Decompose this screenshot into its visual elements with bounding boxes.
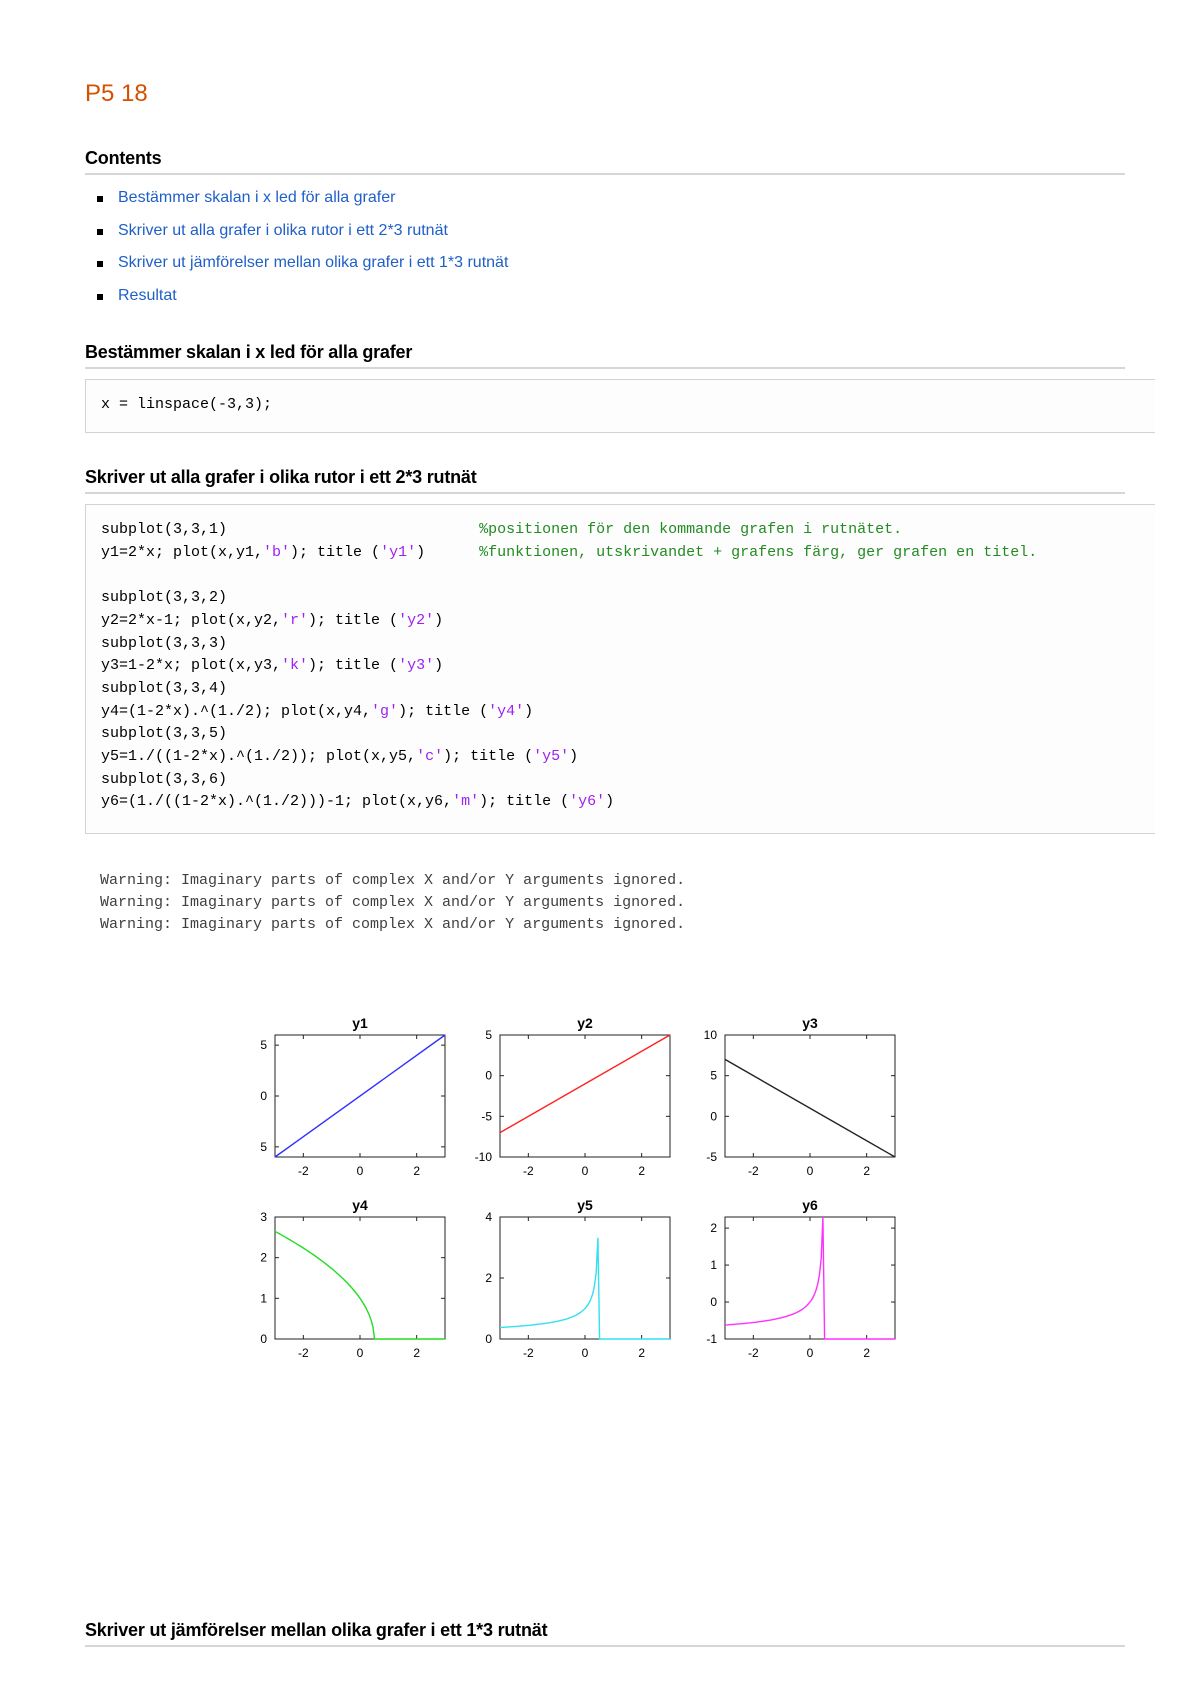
warning-line: Warning: Imaginary parts of complex X and/or Y arguments ignored.	[100, 916, 686, 933]
x-tick-label: 0	[806, 1164, 814, 1178]
y-tick-label: 0	[485, 1332, 492, 1346]
y-tick-label: 10	[703, 1028, 717, 1042]
y-tick-label: 0	[260, 1089, 267, 1103]
x-tick-label: 0	[806, 1346, 814, 1360]
code-string: 'y4'	[488, 702, 525, 720]
code-listing	[101, 519, 1140, 814]
code-string: 'y2'	[398, 611, 435, 629]
y-tick-label: -5	[481, 1109, 492, 1124]
code-line	[101, 519, 1140, 542]
code-text: )	[605, 793, 615, 811]
code-comment: %positionen för den kommande grafen i rutnätet.	[479, 521, 903, 538]
x-tick-label: -2	[522, 1164, 534, 1178]
subplot-y4	[260, 1197, 445, 1360]
code-comment: %funktionen, utskrivandet + grafens färg, ger grafen en titel.	[479, 543, 1038, 561]
code-line	[101, 633, 1140, 656]
code-string: 'g'	[371, 702, 399, 720]
subplot-y1	[260, 1015, 445, 1178]
warning-line: Warning: Imaginary parts of complex X and/or Y arguments ignored.	[100, 894, 686, 911]
x-tick-label: 2	[863, 1346, 871, 1360]
code-block-subplots	[85, 504, 1155, 834]
table-of-contents	[85, 186, 508, 316]
plot-area	[500, 1035, 670, 1157]
y-tick-label: -1	[706, 1332, 717, 1346]
subplot-figure	[225, 1005, 925, 1375]
subplot-title: y3	[802, 1015, 818, 1031]
code-string: 'y5'	[533, 748, 570, 766]
code-string: 'b'	[263, 543, 291, 561]
y-tick-label: 0	[260, 1332, 267, 1346]
code-text: ); title (	[479, 793, 570, 811]
y-tick-label: 1	[710, 1258, 717, 1273]
code-text: subplot(3,3,3)	[101, 634, 228, 652]
code-text: subplot(3,3,6)	[101, 770, 228, 788]
y-tick-label: 4	[485, 1210, 492, 1224]
toc-item	[85, 219, 508, 252]
code-text: )	[434, 657, 444, 675]
code-text: y5=1./((1-2*x).^(1./2)); plot(x,y5,	[101, 748, 417, 766]
x-tick-label: -2	[297, 1346, 309, 1360]
y-tick-label: 0	[710, 1295, 717, 1310]
code-text: )	[434, 611, 444, 629]
x-tick-label: 2	[863, 1164, 871, 1178]
subplot-title: y1	[352, 1015, 368, 1031]
toc-item	[85, 251, 508, 284]
code-text: y4=(1-2*x).^(1./2); plot(x,y4,	[101, 702, 372, 720]
code-line	[101, 723, 1140, 746]
code-string: 'm'	[452, 793, 480, 811]
code-text: )	[416, 543, 426, 561]
code-string: 'k'	[281, 657, 309, 675]
code-text: subplot(3,3,2)	[101, 589, 228, 607]
code-string: 'y6'	[569, 793, 606, 811]
subplot-y5	[485, 1197, 670, 1360]
y-tick-label: 5	[485, 1028, 492, 1042]
code-line	[101, 769, 1140, 792]
code-text: )	[569, 748, 579, 766]
x-tick-label: 0	[356, 1164, 364, 1178]
x-tick-label: 2	[638, 1164, 646, 1178]
x-tick-label: 2	[413, 1164, 421, 1178]
x-tick-label: 0	[581, 1346, 589, 1360]
y-tick-label: 1	[260, 1291, 267, 1306]
code-line	[101, 746, 1140, 769]
code-line	[101, 564, 1140, 587]
y-tick-label: 0	[485, 1068, 492, 1083]
code-line	[101, 678, 1140, 701]
x-tick-label: 0	[581, 1164, 589, 1178]
plot-area	[275, 1217, 445, 1339]
plot-area	[725, 1035, 895, 1157]
x-tick-label: -2	[522, 1346, 534, 1360]
code-text: y2=2*x-1; plot(x,y2,	[101, 611, 282, 629]
x-tick-label: 2	[413, 1346, 421, 1360]
warning-output	[100, 870, 685, 936]
subplot-title: y4	[352, 1197, 368, 1213]
code-string: 'r'	[281, 611, 309, 629]
y-tick-label: 5	[260, 1038, 267, 1053]
plot-area	[500, 1217, 670, 1339]
y-tick-label: 2	[485, 1271, 492, 1285]
y-tick-label: 2	[710, 1221, 717, 1236]
plot-area	[725, 1217, 895, 1339]
code-text: subplot(3,3,5)	[101, 725, 228, 743]
code-string: 'y3'	[398, 657, 435, 675]
bullet-icon	[97, 196, 103, 202]
subplot-y6	[706, 1197, 895, 1360]
bullet-icon	[97, 229, 103, 235]
x-tick-label: -2	[297, 1164, 309, 1178]
contents-heading: Contents	[85, 148, 1125, 175]
toc-link-3[interactable]: Skriver ut jämförelser mellan olika grafer i ett 1*3 rutnät	[118, 254, 509, 271]
page-title: P5 18	[85, 80, 148, 107]
subplot-title: y5	[577, 1197, 593, 1213]
y-tick-label: 5	[710, 1068, 717, 1083]
y-tick-label: -5	[706, 1150, 717, 1164]
code-line	[101, 587, 1140, 610]
toc-item	[85, 284, 508, 317]
x-tick-label: 0	[356, 1346, 364, 1360]
subplot-title: y6	[802, 1197, 818, 1213]
toc-link-2[interactable]: Skriver ut alla grafer i olika rutor i ett 2*3 rutnät	[118, 221, 448, 239]
subplot-y3	[704, 1015, 895, 1178]
code-block-linspace	[85, 379, 1155, 433]
code-text: subplot(3,3,4)	[101, 679, 228, 697]
code-text: )	[524, 702, 534, 720]
bullet-icon	[97, 294, 103, 300]
code-line	[101, 655, 1140, 678]
code-string: 'c'	[416, 748, 444, 766]
code-text: y3=1-2*x; plot(x,y3,	[101, 657, 282, 675]
subplot-title: y2	[577, 1015, 593, 1031]
y-tick-label: -10	[474, 1150, 492, 1164]
toc-link-1[interactable]: Bestämmer skalan i x led för alla grafer	[118, 189, 396, 206]
code-line	[101, 701, 1140, 724]
code-text: ); title (	[308, 611, 399, 629]
section-heading-subplots: Skriver ut alla grafer i olika rutor i ett 2*3 rutnät	[85, 467, 1125, 494]
code-line	[101, 542, 1140, 565]
code-text: ); title (	[290, 543, 381, 561]
code-line	[101, 610, 1140, 633]
subplot-y2	[475, 1015, 670, 1178]
x-tick-label: -2	[747, 1346, 759, 1360]
code-line: x = linspace(-3,3);	[101, 396, 273, 413]
warning-line: Warning: Imaginary parts of complex X and/or Y arguments ignored.	[100, 872, 686, 889]
y-tick-label: 2	[260, 1250, 267, 1265]
toc-item	[85, 186, 508, 219]
toc-link-4[interactable]: Resultat	[118, 286, 177, 304]
code-string: 'y1'	[380, 543, 417, 561]
code-text: subplot(3,3,1)	[101, 521, 228, 538]
bullet-icon	[97, 261, 103, 267]
x-tick-label: 2	[638, 1346, 646, 1360]
code-text: y6=(1./((1-2*x).^(1./2)))-1; plot(x,y6,	[101, 793, 453, 811]
code-line	[101, 791, 1140, 814]
y-tick-label: 0	[710, 1109, 717, 1124]
code-text: ); title (	[398, 702, 489, 720]
section-heading-scale: Bestämmer skalan i x led för alla grafer	[85, 342, 1125, 369]
code-text: ); title (	[443, 748, 534, 766]
x-tick-label: -2	[747, 1164, 759, 1178]
code-text: y1=2*x; plot(x,y1,	[101, 543, 264, 561]
y-tick-label: 5	[260, 1139, 267, 1154]
section-heading-comparison: Skriver ut jämförelser mellan olika grafer i ett 1*3 rutnät	[85, 1620, 1125, 1647]
code-text: ); title (	[308, 657, 399, 675]
y-tick-label: 3	[260, 1210, 267, 1224]
